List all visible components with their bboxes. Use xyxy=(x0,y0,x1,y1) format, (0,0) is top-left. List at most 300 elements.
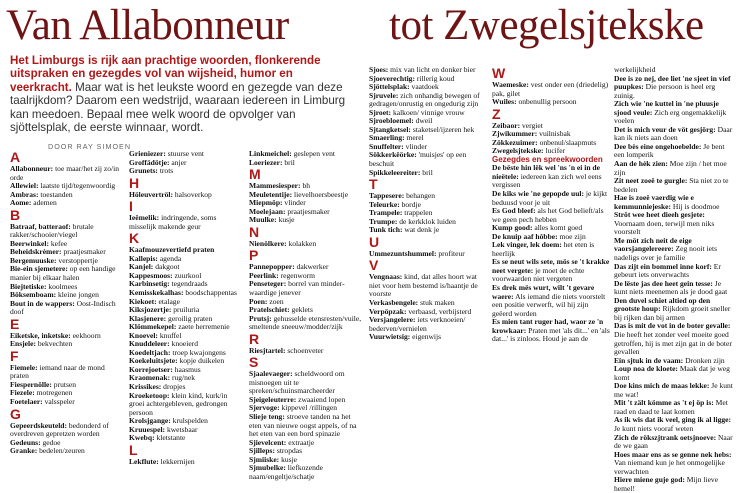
dictionary-entry xyxy=(249,159,363,168)
entry-term: Pratelschiet: xyxy=(249,305,290,315)
entry-term: Nienölkere: xyxy=(249,238,287,248)
section-letter: F xyxy=(10,347,19,364)
entry-definition: stuurse vent xyxy=(165,149,205,158)
entry-definition: Mijn lieve hemel! xyxy=(614,475,719,493)
entry-term: Gedeuns: xyxy=(10,437,41,447)
entry-term: Poen: xyxy=(249,296,268,306)
section-heading: Gezegdes en spreekwoorden xyxy=(492,154,603,164)
section-letter: P xyxy=(249,247,259,264)
entry-definition: werkelijkheid xyxy=(614,65,656,74)
entry-term: Karbinsetig: xyxy=(129,279,170,289)
entry-term: Mit 't zält kömme as 't ej öp is: xyxy=(614,398,714,408)
entry-definition: als het God belieft/als we geen pech hebben xyxy=(492,206,604,224)
dictionary-entry xyxy=(614,434,734,451)
entry-term: Es se neut wils sete, mös se 't krakke neet vergete: xyxy=(492,257,610,275)
entry-definition: zich onhandig bewegen of gedragen/onrustig en ongedurig zijn xyxy=(369,90,480,109)
entry-definition: toestanden xyxy=(38,189,73,199)
dictionary-entry xyxy=(10,422,124,439)
entry-term: Kroeketoop: xyxy=(129,390,170,400)
entry-definition: lucifer xyxy=(543,146,566,156)
entry-term: Zit neet zoeë te gurgle: xyxy=(614,176,688,186)
entry-term: Verkasbengele: xyxy=(369,298,419,308)
entry-definition: kusje xyxy=(279,454,298,464)
dictionary-entry xyxy=(249,464,363,481)
entry-definition: schoenveter xyxy=(285,345,324,355)
dictionary-entry xyxy=(249,240,363,249)
dictionary-entry xyxy=(614,160,734,177)
entry-definition: zaete herremenie xyxy=(176,322,230,332)
entry-definition: iets verknoeien/ bederven/vernielen xyxy=(369,315,466,333)
entry-definition: de kerkklok luiden xyxy=(397,216,456,226)
entry-definition: Rijkdom groeit sneller bij rijken dan bij armen xyxy=(614,304,731,322)
entry-definition: geklets xyxy=(289,305,313,315)
entry-definition: zoen xyxy=(267,296,284,306)
entry-term: Ströt wee heet dieeh gesjete: xyxy=(614,210,705,220)
dictionary-entry xyxy=(492,164,610,190)
entry-term: Smaerling: xyxy=(369,133,405,143)
entry-definition: trappelen xyxy=(402,208,433,218)
entry-term: Kraomenak: xyxy=(129,373,171,383)
dictionary-entry xyxy=(369,273,485,299)
dictionary-entry xyxy=(369,333,485,342)
entry-definition: halsoverkop xyxy=(173,189,212,199)
entry-term: Es drek mës wurt, wilt 't gevare waere: xyxy=(492,283,595,301)
entry-definition: Je kunt niets vooraf weten xyxy=(614,423,694,433)
entry-definition: Met raad en daad te laat komen xyxy=(614,398,728,416)
entry-term: Sjroet: xyxy=(369,107,392,117)
entry-term: Sjaalevaeger: xyxy=(249,369,293,379)
entry-term: Sjmiiske: xyxy=(249,454,280,464)
dictionary-entry xyxy=(369,226,485,235)
entry-definition: bril xyxy=(282,157,295,167)
entry-definition: trots xyxy=(157,166,174,176)
entry-definition: Moe zijn / het moe zijn xyxy=(614,159,727,177)
dictionary-entry xyxy=(614,263,734,280)
section-letter: T xyxy=(369,176,378,193)
section-letter: K xyxy=(129,230,140,247)
entry-definition: Dronken zijn xyxy=(683,355,725,365)
entry-term: Penseteger: xyxy=(249,279,287,289)
entry-definition: het eten is heerlijk xyxy=(492,240,595,258)
entry-definition: kleine jongen xyxy=(56,290,99,300)
entry-definition: haasmus xyxy=(172,364,201,374)
byline: DOOR RAY SIMOEN xyxy=(48,142,132,151)
entry-term: De bëste hin lëk wel 'ns 'n ei in de nieëtele: xyxy=(492,163,600,181)
entry-definition: kind, dat alles hoort wat niet voor hem bestemd is/haantje de voorste xyxy=(369,272,478,299)
dictionary-entry xyxy=(614,177,734,194)
entry-term: Loup noa de kloete: xyxy=(614,364,678,374)
entry-term: Bergemuuske: xyxy=(10,255,57,265)
entry-term: Kallepis: xyxy=(129,253,158,263)
entry-definition: valsspeler xyxy=(42,397,75,407)
dictionary-entry xyxy=(249,347,363,356)
entry-term: Ensjele: xyxy=(10,339,36,349)
entry-term: Snuffelter: xyxy=(369,141,404,151)
entry-term: Beheidskrèmer: xyxy=(10,247,62,257)
entry-term: Sjoeverechtig: xyxy=(369,73,415,83)
column-4 xyxy=(369,66,485,482)
entry-definition: indringende, soms misselijk makende geur xyxy=(129,213,217,231)
entry-term: Dee bès eine ongehoebelde: xyxy=(614,141,702,151)
entry-term: Ein sjtuk in de vaam: xyxy=(614,355,684,365)
entry-definition: kolakken xyxy=(286,238,317,248)
entry-term: Kaafmouzevertiefd praten xyxy=(129,245,215,255)
section-letter: E xyxy=(10,315,20,332)
entry-term: Wuiles: xyxy=(492,97,517,107)
dictionary-entry xyxy=(614,416,734,433)
entry-definition: kletstante xyxy=(154,433,186,443)
entry-definition: zwaaiend lopen xyxy=(296,394,346,404)
entry-definition: dakgoot xyxy=(153,262,180,272)
entry-term: Allewiel: xyxy=(10,181,39,191)
headline xyxy=(6,2,734,50)
dictionary-entry xyxy=(614,143,734,160)
dictionary-entry xyxy=(492,241,610,258)
entry-term: Tappesere: xyxy=(369,191,405,201)
entry-definition: Zeg nooit iets nadeligs over je familie xyxy=(614,244,718,263)
entry-term: Sjruvele: xyxy=(369,90,399,100)
entry-definition: brutale rakker/schooier/viegel xyxy=(10,221,94,240)
section-letter: H xyxy=(129,174,140,191)
entry-definition: Je kunt niets meenemen als je dood gaat xyxy=(614,278,728,297)
entry-term: Eiketske, inketske: xyxy=(10,330,71,340)
entry-definition: bekvechten xyxy=(36,339,73,349)
entry-term: Peerlink: xyxy=(249,270,279,280)
entry-term: Es mien tant ruger had, waor ze 'n krowkaar: xyxy=(492,317,604,335)
entry-definition: lekkernijen xyxy=(158,456,195,466)
section-letter: B xyxy=(10,206,21,223)
section-letter: I xyxy=(129,198,133,215)
entry-term: Trampele: xyxy=(369,208,403,218)
entry-definition: kopje duikelen xyxy=(177,356,225,366)
entry-term: Das zijt ein bommel inne korf: xyxy=(614,261,712,271)
entry-definition: laatste tijd/tegenwoordig xyxy=(38,181,116,191)
entry-term: Bie-ein sjemetere: xyxy=(10,264,68,274)
dictionary-entry xyxy=(10,199,124,208)
entry-definition: knoeierd xyxy=(169,339,198,349)
intro-body: Maar wat is het leukste woord en gezegde van deze taalrijkdom? Daarom een wedstrijd, waaraan iedereen in Limburg kan meedoen. Bepaal mee welk woord de opvolger van sjöttelsplak, de eerste winnaar, wordt. xyxy=(10,80,346,135)
headline-right: tot Zwegelsjtekske xyxy=(389,2,704,49)
dictionary-entry xyxy=(10,165,124,182)
entry-definition: Van niemand kun je het onmogelijke verwachten xyxy=(614,458,725,476)
entry-term: Prutsj: xyxy=(249,313,272,323)
entry-term: Krolsjgange: xyxy=(129,416,171,426)
entry-term: Gepeerdskeuteld: xyxy=(10,420,68,430)
dictionary-entry xyxy=(492,258,610,284)
entry-definition: iedereen kan zich wel eens vergissen xyxy=(492,171,602,190)
entry-definition: je kijkt beduusd voor je uit xyxy=(492,189,608,207)
entry-definition: Die heeft het zonder veel moeite goed getroffen, hij is met zijn gat in de boter gevallen xyxy=(614,329,732,357)
dictionary-entry xyxy=(614,126,734,143)
entry-term: Den duvel schiet altied op den grootste houp: xyxy=(614,295,711,314)
entry-definition: profiteur xyxy=(436,248,465,258)
dictionary-entry xyxy=(614,322,734,356)
entry-term: Kanjel: xyxy=(129,262,154,272)
entry-definition: tegendraads xyxy=(169,279,208,289)
entry-term: Trumpe: xyxy=(369,216,398,226)
entry-term: Muulke: xyxy=(249,215,277,225)
entry-term: Groffädötje: xyxy=(129,157,170,167)
entry-definition: vergiet xyxy=(520,120,543,130)
entry-term: Koedeltjach: xyxy=(129,347,171,357)
entry-definition: extraatje xyxy=(286,437,315,447)
entry-definition: praatjesmaker xyxy=(61,247,106,257)
entry-definition: gedoe xyxy=(40,437,61,447)
entry-definition: scheldwoord om misnoegen uit te spreken/schuinsmarcheerder xyxy=(249,369,345,396)
dictionary-entry xyxy=(369,151,485,168)
entry-term: Sökkerkëörke: xyxy=(369,150,417,160)
entry-definition: eekhoorn xyxy=(70,330,101,340)
headline-left: Van Allabonneur xyxy=(6,2,289,49)
entry-term: Beerwinkel: xyxy=(10,238,49,248)
entry-definition: Er gebeurt iets onverwachts xyxy=(614,261,721,280)
dictionary-entry xyxy=(129,434,244,443)
section-letter: Z xyxy=(492,105,501,122)
entry-term: Fiezele: xyxy=(10,388,35,398)
entry-term: Aome: xyxy=(10,198,32,208)
entry-term: Lek vinger, lek doem: xyxy=(492,240,562,250)
section-letter: U xyxy=(369,233,380,250)
dictionary-entry xyxy=(10,223,124,240)
entry-definition: kwetsbaar xyxy=(165,424,198,434)
entry-definition: praatjesmaker xyxy=(285,206,330,216)
dictionary-entry xyxy=(614,100,734,126)
entry-term: De knuip aaf hôbbe: xyxy=(492,231,558,241)
entry-term: Aan de hèk zien: xyxy=(614,159,668,169)
entry-definition: rug/nek xyxy=(170,373,196,383)
dictionary-entry xyxy=(10,447,124,456)
entry-definition: boodschappentas xyxy=(183,288,237,298)
entry-definition: kippevel /rillingen xyxy=(279,403,338,413)
entry-term: Böksemboam: xyxy=(10,290,57,300)
dictionary-entry xyxy=(614,382,734,399)
entry-term: Knoevel: xyxy=(129,330,158,340)
entry-term: Sjervoge: xyxy=(249,403,280,413)
section-letter: N xyxy=(249,223,260,240)
entry-definition: vaatdoek xyxy=(409,82,439,92)
entry-definition: mix van licht en donker bier xyxy=(388,65,476,74)
entry-term: Zeibaor: xyxy=(492,120,521,130)
intro-lead: Het Limburgs is rijk aan prachtige woorden, flonkerende uitspraken en gezegdes vol van wijsheid, humor en veerkracht. xyxy=(10,54,321,94)
entry-definition: stuk maken xyxy=(418,298,455,308)
dictionary-entry xyxy=(10,340,124,349)
entry-term: Moelejaan: xyxy=(249,206,286,216)
entry-definition: rillerig koud xyxy=(414,73,455,83)
entry-term: Koekeluitsjete: xyxy=(129,356,178,366)
entry-definition: Als iemand die niets voorstelt een positie verwerft, wil hij zijn geëerd worden xyxy=(492,291,606,318)
entry-term: Linkmeichel: xyxy=(249,149,292,158)
entry-definition: kusje xyxy=(276,215,295,225)
entry-term: Sjtangketsel: xyxy=(369,124,411,134)
entry-term: Ieëmelik: xyxy=(129,213,160,223)
dictionary-entry xyxy=(492,98,610,107)
entry-definition: dakwerker xyxy=(294,262,329,272)
entry-term: Loeriezer: xyxy=(249,157,283,167)
dictionary-entry xyxy=(492,190,610,207)
entry-definition: Je bent een lomperik xyxy=(614,141,725,160)
entry-definition: vlinder xyxy=(403,141,428,151)
dictionary-entry xyxy=(614,297,734,323)
dictionary-entry xyxy=(369,250,485,259)
entry-definition: Oost-Indisch doof xyxy=(10,298,116,317)
entry-term: Sjroebloemel: xyxy=(369,116,414,126)
entry-definition: vest onder een (driedelig) pak, gilet xyxy=(492,80,609,98)
entry-definition: etalage xyxy=(156,296,180,306)
column-6 xyxy=(614,65,734,493)
entry-term: Sjievelcent: xyxy=(249,437,287,447)
dictionary-entry xyxy=(249,315,363,332)
entry-definition: Je kunt me wat! xyxy=(614,381,733,399)
entry-definition: lievelhoersbeestje xyxy=(292,189,349,199)
entry-definition: bril xyxy=(420,167,433,177)
entry-definition: toe maar/het zij zo/in orde xyxy=(10,164,120,182)
dictionary-entry xyxy=(10,364,124,381)
entry-definition: merel xyxy=(404,133,424,143)
entry-term: Riesjtartel: xyxy=(249,345,286,355)
entry-definition: onbenul/slaapmuts xyxy=(537,137,597,147)
dictionary-entry xyxy=(129,458,244,467)
entry-term: Knuddeleer: xyxy=(129,339,170,349)
entry-definition: dropjes xyxy=(161,382,186,392)
entry-term: Me möt zich neit de eige vaorsjangelereere: xyxy=(614,235,692,254)
entry-definition: kefee xyxy=(48,238,68,248)
entry-definition: Naar de we gaan xyxy=(614,432,733,451)
entry-definition: Maak dat je weg komt xyxy=(614,364,730,382)
entry-term: Miepmöp: xyxy=(249,198,283,208)
entry-term: Sjeigeleuterre: xyxy=(249,394,297,404)
column-3 xyxy=(249,150,363,480)
dictionary-entry xyxy=(369,316,485,333)
column-1 xyxy=(10,150,124,480)
entry-definition: koolmees xyxy=(46,281,78,291)
entry-term: Granke: xyxy=(10,446,38,456)
entry-definition: Praten met 'als dit...' en 'als dat...' is zinloos. Houd je aan de xyxy=(492,325,610,344)
entry-term: Vuurwietsig: xyxy=(369,332,411,342)
entry-definition: gehusselde etensresten/vuile, smeltende sneeuw/modder/zijk xyxy=(249,313,362,332)
entry-term: Biejtetiske: xyxy=(10,281,47,291)
entry-definition: moe zijn xyxy=(557,231,586,241)
entry-term: Sjöttelsplak: xyxy=(369,82,410,92)
entry-term: Ummezuntshummel: xyxy=(369,248,437,258)
entry-definition: vuilnisbak xyxy=(537,129,571,139)
entry-term: Klasjenere: xyxy=(129,313,167,323)
entry-definition: Voornaam doen, terwijl men niks voorstelt xyxy=(614,218,715,237)
entry-definition: geroilig praten xyxy=(166,313,213,323)
entry-definition: wat denk je xyxy=(402,225,440,235)
entry-term: Hae is zoeë vaerdig wie e kemmunniejeske: xyxy=(614,193,694,211)
entry-term: Krissikes: xyxy=(129,382,162,392)
entry-definition: vlinder xyxy=(282,198,306,208)
entry-term: Verpöpzak: xyxy=(369,306,407,316)
dictionary-entry xyxy=(369,169,485,178)
entry-definition: verstoppertje xyxy=(56,255,98,265)
entry-definition: staketsel/ijzeren hek xyxy=(410,124,475,134)
entry-term: Zjwikummer: xyxy=(492,129,538,139)
entry-term: Det is mich veur de vöt gesjörg: xyxy=(614,124,716,134)
entry-term: Das is mit de vot in de boter gevalle: xyxy=(614,321,731,331)
dictionary-entry xyxy=(129,191,244,200)
entry-term: Höleuvertröl: xyxy=(129,189,174,199)
dictionary-entry xyxy=(614,211,734,237)
entry-definition: anjer xyxy=(169,157,187,167)
entry-definition: bedonderd of overdreven gepretzen worden xyxy=(10,420,109,439)
entry-term: Es God bleef: xyxy=(492,206,536,216)
entry-definition: stropdas xyxy=(275,446,303,456)
entry-definition: troep kwajongens xyxy=(170,347,226,357)
entry-definition: bh xyxy=(300,181,310,191)
entry-term: Mammesiesper: xyxy=(249,181,301,191)
entry-definition: regenworm xyxy=(278,270,316,280)
entry-term: Kump good: xyxy=(492,223,533,233)
entry-term: Korrejoetser: xyxy=(129,364,173,374)
entry-term: Pannepopper: xyxy=(249,262,295,272)
entry-definition: krulspelden xyxy=(170,416,208,426)
dictionary-entry xyxy=(10,398,124,407)
dictionary-entry xyxy=(614,476,734,493)
dictionary-entry xyxy=(614,365,734,382)
entry-definition: Daar kan ik niets aan doen xyxy=(614,124,733,143)
dictionary-entry xyxy=(614,194,734,211)
entry-definition: 'muisjes' op een beschuit xyxy=(369,150,467,169)
entry-term: Zwegelsjtekske: xyxy=(492,146,544,156)
entry-term: Zich wie 'ne kuttel in 'ne pluusje sjood veule: xyxy=(614,99,719,117)
entry-term: Versjangelere: xyxy=(369,315,416,325)
entry-definition: Zich erg ongemakkelijk voelen xyxy=(614,107,727,126)
entry-term: Ambras: xyxy=(10,189,39,199)
entry-definition: iemand naar de mond praten xyxy=(10,362,105,381)
entry-definition: Hij is doodmoe xyxy=(671,201,720,211)
entry-term: Sjoes: xyxy=(369,65,389,74)
entry-term: Hoes maar ens as se genne nek hebs: xyxy=(614,449,732,459)
entry-term: Dee is zo nej, dee liet 'ne sjeet in vief puupkes: xyxy=(614,73,731,92)
entry-term: Slieje teng: xyxy=(249,412,285,422)
entry-definition: borrel van minder-waardige jenever xyxy=(249,279,345,298)
section-letter: S xyxy=(249,354,259,371)
entry-term: Kappesmoos: xyxy=(129,270,173,280)
entry-term: Meuletentije: xyxy=(249,189,293,199)
entry-term: As ik wis dat ik veel, ging ik al ligge: xyxy=(614,415,731,425)
dictionary-entry xyxy=(614,237,734,263)
dictionary-entry xyxy=(492,81,610,98)
entry-definition: bedelen/zeuren xyxy=(37,446,85,456)
entry-term: Kruuespel: xyxy=(129,424,166,434)
entry-term: Kiksjozertje: xyxy=(129,305,172,315)
entry-term: Kiekoet: xyxy=(129,296,157,306)
entry-term: De lëste jas dee heet gein tesse: xyxy=(614,278,713,288)
entry-definition: liefkozende naam/engeltje/schatje xyxy=(249,463,323,481)
column-5 xyxy=(492,66,610,482)
entry-definition: klein kind, kurk/in groei achtergebleven, gedrongen persoon xyxy=(129,390,228,417)
section-letter: W xyxy=(492,65,506,81)
entry-definition: knuffel xyxy=(157,330,182,340)
entry-term: Fiespernölle: xyxy=(10,379,52,389)
entry-term: De kiks wie 'ne gepopde uul: xyxy=(492,189,585,199)
entry-definition: geslepen vent xyxy=(291,149,335,158)
entry-definition: prutsen xyxy=(51,379,77,389)
entry-definition: alles komt goed xyxy=(532,223,583,233)
entry-definition: op een handige manier bij elkaar halen xyxy=(10,264,116,283)
entry-definition: Sta niet zo te bedelen xyxy=(614,176,729,194)
entry-term: Kemisskekalhas: xyxy=(129,288,184,298)
dictionary-entry xyxy=(492,318,610,344)
dictionary-entry xyxy=(249,216,363,225)
entry-term: Bout in de wappers: xyxy=(10,298,75,308)
entry-term: Kwebq: xyxy=(129,433,155,443)
entry-term: Klömmekepel: xyxy=(129,322,177,332)
entry-term: Lekflute: xyxy=(129,456,159,466)
section-letter: G xyxy=(10,405,21,422)
entry-term: Waemeske: xyxy=(492,80,529,89)
